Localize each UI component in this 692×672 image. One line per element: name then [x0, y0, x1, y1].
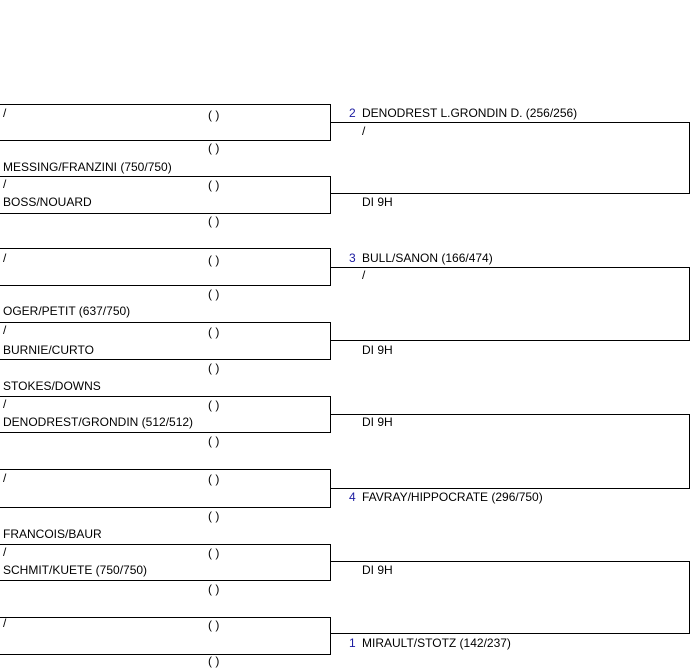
team-name: OGER/PETIT (637/750)	[3, 304, 131, 318]
score-slot[interactable]: ( )	[208, 325, 220, 339]
bracket-line	[0, 213, 331, 214]
score-slot[interactable]: ( )	[208, 546, 220, 560]
seed-number: 1	[349, 636, 356, 650]
bracket-line	[331, 561, 690, 562]
score-slot[interactable]: ( )	[208, 654, 220, 668]
slash-marker: /	[3, 251, 7, 265]
score-slot[interactable]: ( )	[208, 398, 220, 412]
slash-marker: /	[362, 268, 366, 282]
bracket-line	[331, 267, 690, 268]
bracket-line	[0, 654, 331, 655]
slash-marker: /	[3, 323, 7, 337]
bracket-line	[0, 432, 331, 433]
team-name: MESSING/FRANZINI (750/750)	[3, 160, 172, 174]
bracket-line	[0, 285, 331, 286]
slash-marker: /	[3, 545, 7, 559]
bracket-line	[331, 633, 690, 634]
bracket-line	[0, 507, 331, 508]
bracket-line	[0, 104, 331, 105]
bracket-line	[0, 248, 331, 249]
seeded-team-name: MIRAULT/STOTZ (142/237)	[362, 636, 511, 650]
score-slot[interactable]: ( )	[208, 253, 220, 267]
bracket-line	[0, 396, 331, 397]
score-slot[interactable]: ( )	[208, 618, 220, 632]
score-slot[interactable]: ( )	[208, 582, 220, 596]
score-slot[interactable]: ( )	[208, 509, 220, 523]
seed-number: 4	[349, 490, 356, 504]
bracket-line	[0, 617, 331, 618]
score-slot[interactable]: ( )	[208, 434, 220, 448]
score-slot[interactable]: ( )	[208, 178, 220, 192]
score-slot[interactable]: ( )	[208, 141, 220, 155]
bracket-line	[0, 469, 331, 470]
slash-marker: /	[3, 177, 7, 191]
match-time: DI 9H	[362, 195, 393, 209]
bracket-line	[330, 617, 331, 654]
seeded-team-name: DENODREST L.GRONDIN D. (256/256)	[362, 106, 578, 120]
bracket-line	[331, 193, 690, 194]
score-slot[interactable]: ( )	[208, 214, 220, 228]
score-slot[interactable]: ( )	[208, 472, 220, 486]
seed-number: 2	[349, 106, 356, 120]
bracket-line	[689, 122, 690, 193]
team-name: DENODREST/GRONDIN (512/512)	[3, 415, 194, 429]
score-slot[interactable]: ( )	[208, 287, 220, 301]
match-time: DI 9H	[362, 563, 393, 577]
bracket-line	[0, 140, 331, 141]
match-time: DI 9H	[362, 343, 393, 357]
bracket-line	[330, 544, 331, 580]
team-name: BURNIE/CURTO	[3, 343, 94, 357]
team-name: STOKES/DOWNS	[3, 379, 101, 393]
seeded-team-name: BULL/SANON (166/474)	[362, 251, 493, 265]
seed-number: 3	[349, 251, 356, 265]
bracket-line	[331, 340, 690, 341]
match-time: DI 9H	[362, 415, 393, 429]
bracket-line	[0, 322, 331, 323]
bracket-line	[0, 359, 331, 360]
slash-marker: /	[3, 106, 7, 120]
bracket-line	[0, 580, 331, 581]
bracket-line	[331, 488, 690, 489]
slash-marker: /	[3, 397, 7, 411]
bracket-line	[0, 176, 331, 177]
seeded-team-name: FAVRAY/HIPPOCRATE (296/750)	[362, 490, 543, 504]
team-name: BOSS/NOUARD	[3, 195, 92, 209]
team-name: FRANCOIS/BAUR	[3, 527, 102, 541]
bracket-line	[689, 561, 690, 633]
bracket-line	[331, 122, 690, 123]
slash-marker: /	[362, 124, 366, 138]
score-slot[interactable]: ( )	[208, 108, 220, 122]
bracket-line	[689, 267, 690, 340]
slash-marker: /	[3, 471, 7, 485]
score-slot[interactable]: ( )	[208, 361, 220, 375]
bracket-line	[0, 544, 331, 545]
team-name: SCHMIT/KUETE (750/750)	[3, 563, 148, 577]
bracket-line	[330, 176, 331, 213]
slash-marker: /	[3, 616, 7, 630]
bracket-line	[689, 414, 690, 488]
